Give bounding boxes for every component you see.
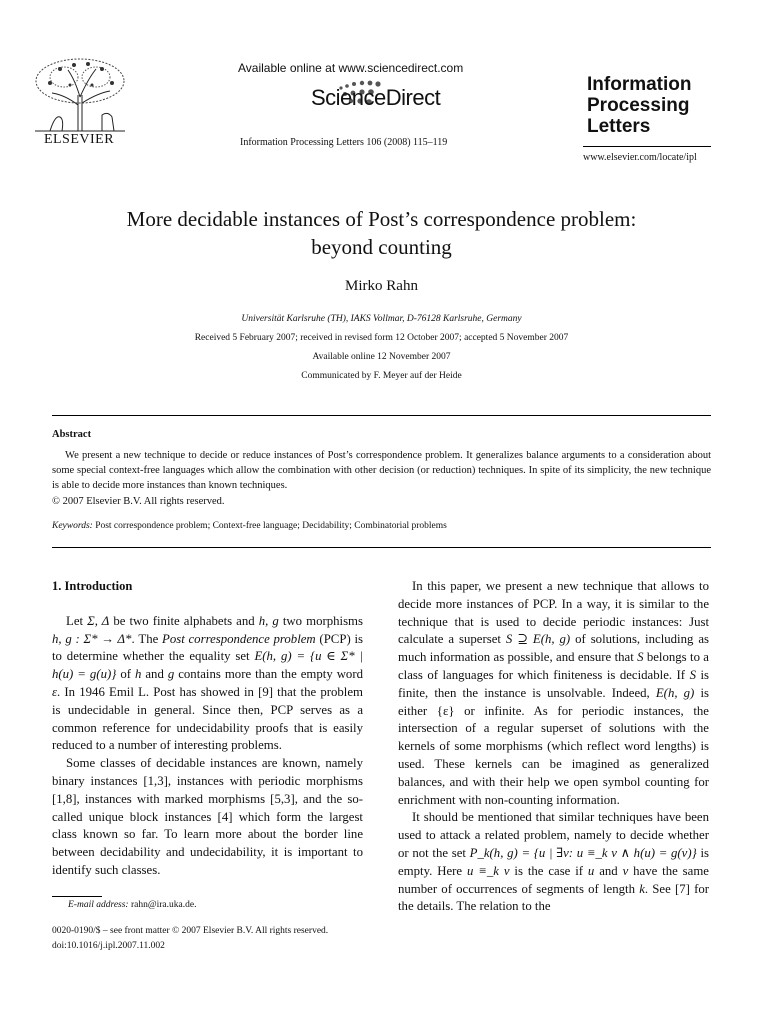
body-paragraph: In this paper, we present a new technique that allows to decide more instances of PCP. In a way, it is similar to the technique that is used to decide periodic instances: Just calculate a superset S ⊇ E(h, g) of solutions, including as much information as possible, and ensure that S belongs to a class of languages for which finiteness is decidable. If S is finite, then the instance is unsolvable. Indeed, E(h, g) is either {ε} or infinite. As for periodic instances, the intersection of a regular superset of solutions with the kernels of some morphisms (which reflect word lengths) is used. These kernels can be imagined as generalized balances, and with their help we open symbol counting for enrichment with non-counting information. [398,579,709,807]
journal-title-line: Processing [587,95,690,116]
body-paragraph: Let Σ, Δ be two finite alphabets and h, g two morphisms h, g : Σ* → Δ*. The Post correspondence problem (PCP) is to determine whether the equality set E(h, g) = {u ∈ Σ* | h(u) = g(u)} of h and g contains more than the empty word ε. In 1946 Emil L. Post has showed in [9] that the problem is undecidable in general. Since then, PCP serves as a common reference for undecidability proofs that is easily reduced to a number of interesting problems. [52,613,363,753]
keywords-list: Post correspondence problem; Context-free language; Decidability; Combinatorial problems [95,521,447,531]
abstract-text [52,448,711,494]
journal-url[interactable]: www.elsevier.com/locate/ipl [583,152,697,163]
email-address[interactable]: rahn@ira.uka.de. [130,900,197,910]
keywords-label: Keywords: [52,521,93,531]
author-name: Mirko Rahn [345,278,418,294]
article-title-line: beyond counting [311,235,452,259]
footnote-email [68,900,196,910]
body-paragraph: It should be mentioned that similar techniques have been used to attack a related problem, namely to decide whether or not the set P_k(h, g) = {u | ∃v: u ≡_k v ∧ h(u) = g(v)} is empty. Here u ≡_k v is the case if u and v have the same number of occurrences of segments of length k. See [7] for the details. The relation to the [398,810,709,914]
abstract-paragraph: We present a new technique to decide or reduce instances of Post’s correspondence problem. It generalizes balance arguments to a consideration about some special context-free languages which allow the combination with other decision (or reduction) techniques. In spite of its simplicity, the new technique is able to decide more instances than known techniques. [52,450,711,492]
abstract-copyright: © 2007 Elsevier B.V. All rights reserved. [52,496,225,507]
email-label: E-mail address: [68,900,129,910]
left-column [52,578,363,880]
article-title-line: More decidable instances of Post’s correspondence problem: [126,207,637,231]
elsevier-tree-logo [30,55,130,133]
abstract-bottom-rule [52,547,711,548]
right-column [398,578,709,916]
received-dates: Received 5 February 2007; received in revised form 12 October 2007; accepted 5 November 2007 [194,333,569,343]
keywords [52,521,447,531]
communicated-by: Communicated by F. Meyer auf der Heide [301,371,462,381]
header-divider [583,146,711,147]
footnote-rule [52,896,102,897]
body-paragraph: Some classes of decidable instances are known, namely binary instances [1,3], instances with periodic morphisms [1,8], instances with marked morphisms [5,3], and the so-called unique block instances [4] which form the largest class known so far. To learn more about the border line between decidability and undecidability, it is important to identify such classes. [52,756,363,877]
article-title [52,205,711,261]
journal-citation: Information Processing Letters 106 (2008) 115–119 [240,137,448,148]
author-affiliation: Universität Karlsruhe (TH), IAKS Vollmar, D-76128 Karlsruhe, Germany [241,314,522,324]
section-heading: 1. Introduction [52,579,133,593]
available-date: Available online 12 November 2007 [312,352,451,362]
publisher-name: ELSEVIER [43,132,115,147]
journal-title-line: Information [587,74,692,95]
doi[interactable]: doi:10.1016/j.ipl.2007.11.002 [52,941,165,951]
available-online-notice: Available online at www.sciencedirect.com [238,61,464,75]
abstract-heading: Abstract [52,429,92,440]
journal-title [587,74,737,137]
abstract-top-rule [52,415,711,416]
sciencedirect-wordmark: ScienceDirect [311,85,441,110]
journal-title-line: Letters [587,116,651,137]
front-matter: 0020-0190/$ – see front matter © 2007 Elsevier B.V. All rights reserved. [52,926,329,936]
